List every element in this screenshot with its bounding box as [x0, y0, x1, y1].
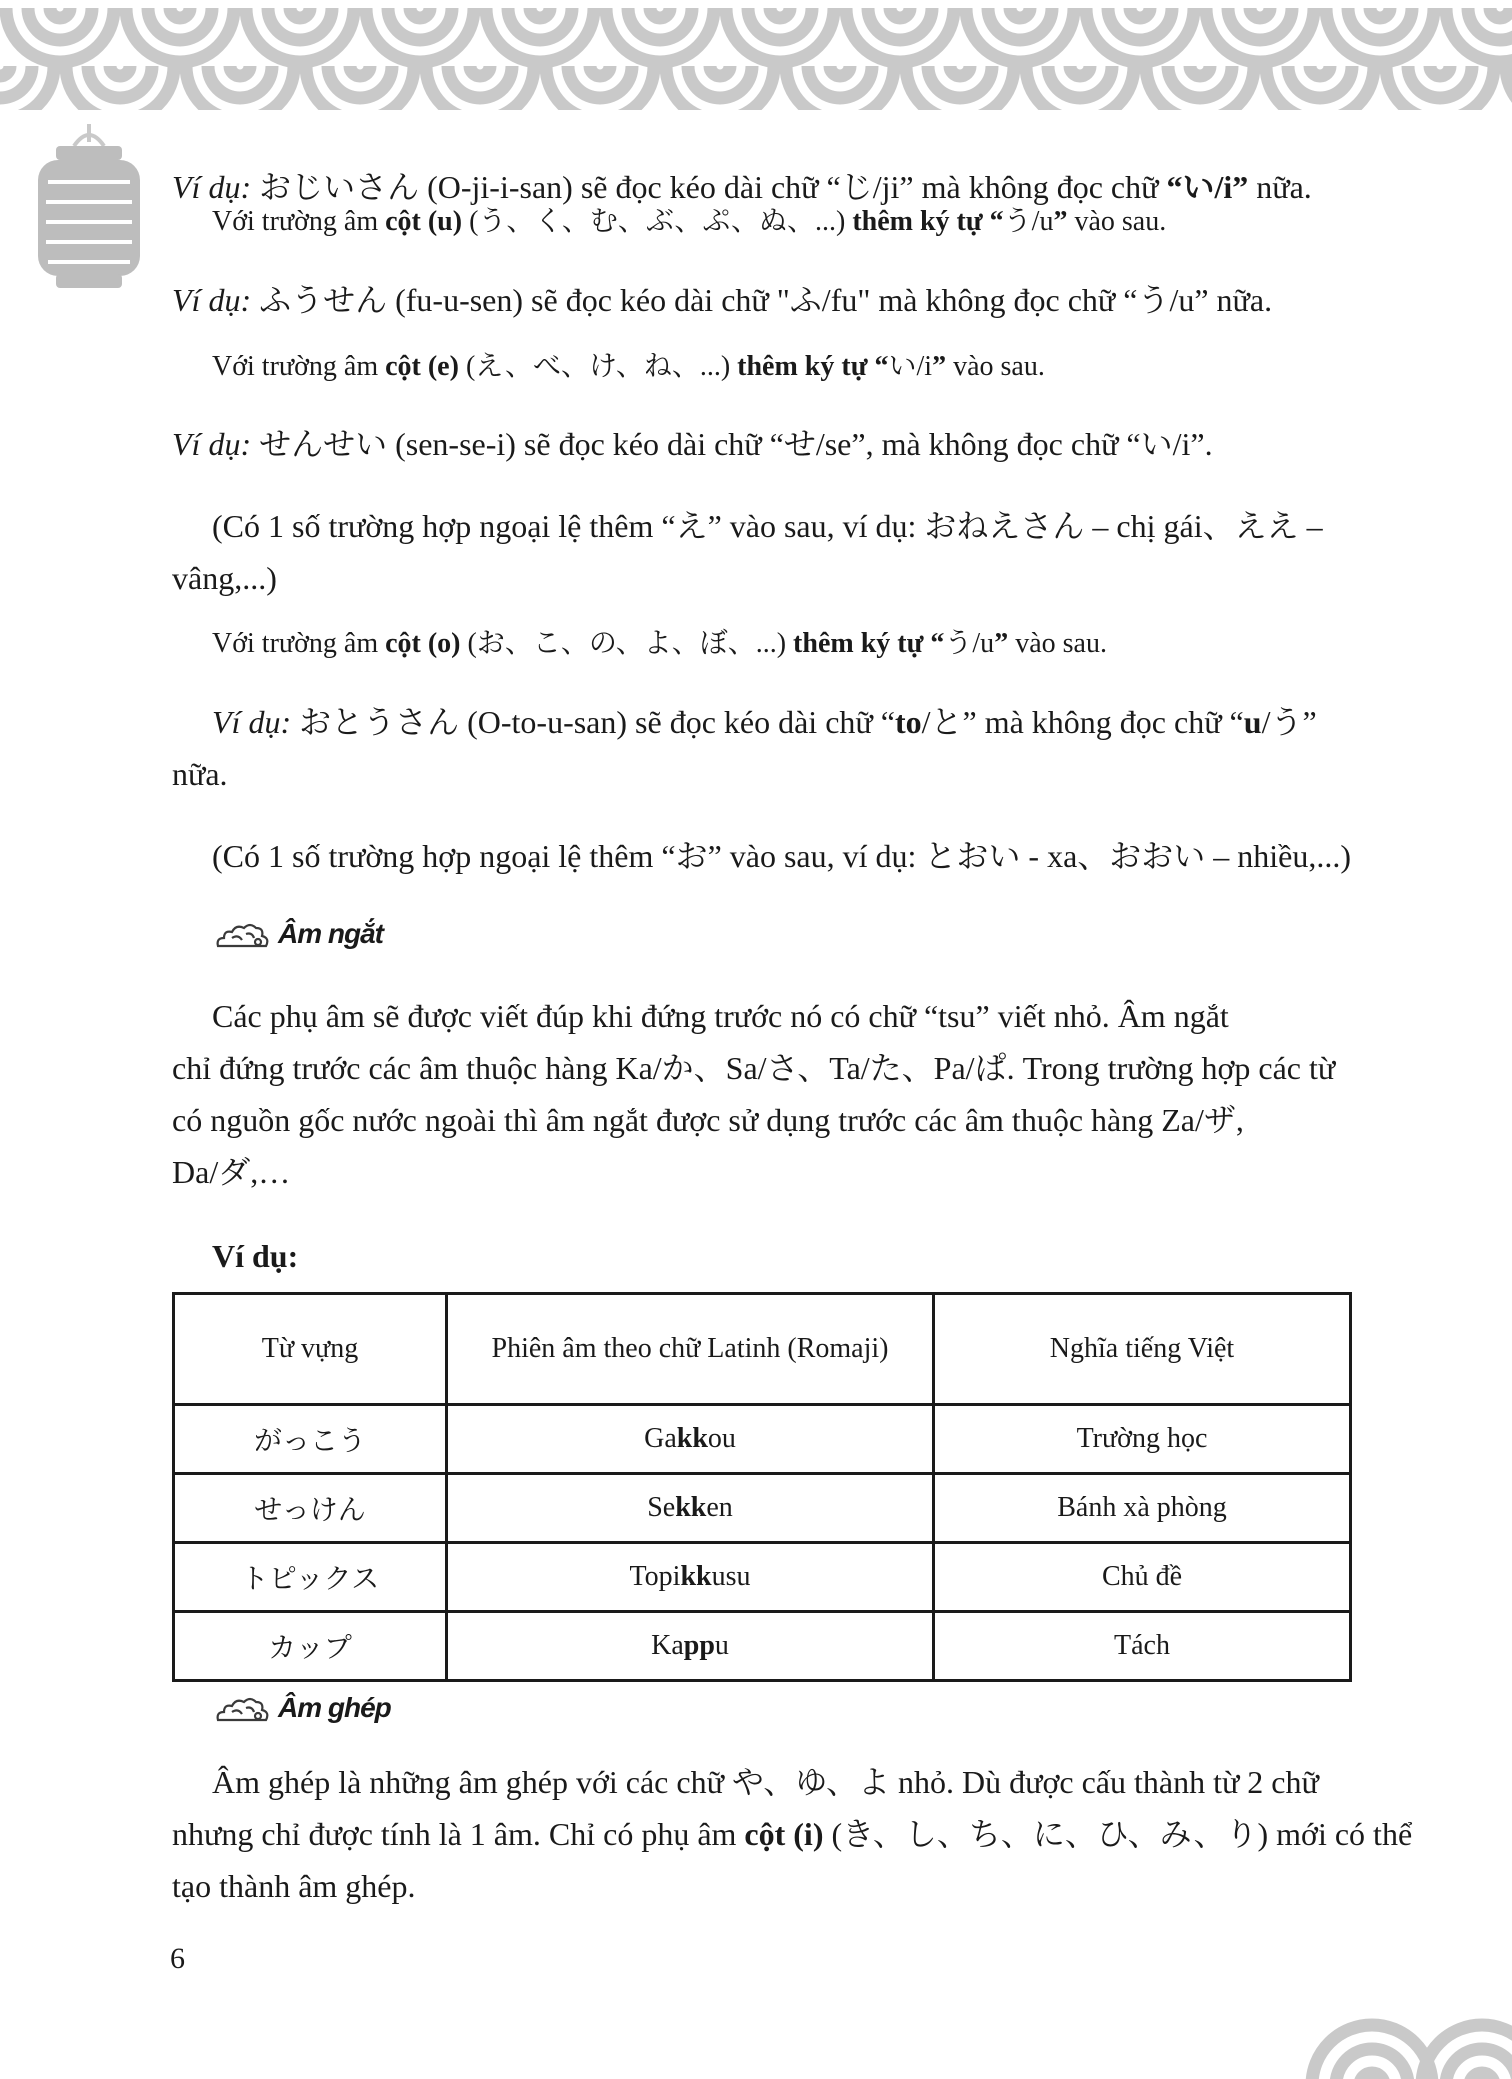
rule-quote: ”: [932, 351, 947, 382]
wave-arc: [50, 8, 70, 18]
romaji-part: Topi: [629, 1561, 681, 1592]
wave-arc: [530, 8, 550, 18]
table-row: [174, 1543, 1351, 1612]
cloud-icon: [214, 916, 272, 952]
romaji-double: kk: [676, 1423, 708, 1454]
table-header: Phiên âm theo chữ Latinh (Romaji): [447, 1294, 934, 1405]
table-row: [174, 1612, 1351, 1681]
exception-e-line1: (Có 1 số trường hợp ngoại lệ thêm “え” vào sau, ví dụ: おねえさん – chị gái、ええ –: [212, 508, 1323, 544]
table-cell-romaji: [447, 1405, 934, 1474]
wave-arc: [1190, 66, 1210, 76]
am-ngat-line1: Các phụ âm sẽ được viết đúp khi đứng trước nó có chữ “tsu” viết nhỏ. Âm ngắt: [212, 998, 1229, 1034]
am-ghep-text: (き、し、ち、に、ひ、み、り) mới có thể: [823, 1816, 1413, 1852]
example-otousan-line2: nữa.: [172, 756, 228, 792]
wave-arc: [1250, 8, 1270, 18]
rule-column-e: [212, 341, 1045, 393]
example-bold: u: [1243, 704, 1262, 740]
romaji-part: Ga: [644, 1423, 677, 1454]
am-ngat-line2: chỉ đứng trước các âm thuộc hàng Ka/か、Sa/さ、Ta/た、Pa/ぱ. Trong trường hợp các từ: [172, 1050, 1336, 1086]
romaji-double: kk: [680, 1561, 712, 1592]
table-cell-meaning: Tách: [934, 1612, 1351, 1681]
example-text: /う”: [1261, 704, 1317, 740]
example-table: [172, 1292, 1352, 1682]
wave-arc: [230, 66, 250, 76]
rule-column-o: [212, 618, 1107, 670]
wave-arc: [1490, 8, 1510, 18]
romaji-double: pp: [683, 1630, 715, 1661]
table-cell-word: せっけん: [174, 1474, 447, 1543]
wave-arc: [770, 8, 790, 18]
exception-e-line2: vâng,...): [172, 560, 277, 596]
rule-quote: ”: [1053, 206, 1068, 237]
table-row: [174, 1405, 1351, 1474]
example-label: Ví dụ:: [172, 169, 252, 205]
rule-column: cột (u): [385, 206, 463, 237]
wave-arc: [410, 8, 430, 18]
wave-arc: [110, 66, 130, 76]
wave-arc: [590, 66, 610, 76]
am-ngat-line4: Da/ダ,…: [172, 1154, 291, 1190]
example-text: /と” mà không đọc chữ “: [921, 704, 1244, 740]
rule-char: う/u: [1003, 206, 1054, 237]
wave-pattern-top: [0, 0, 1512, 110]
example-label: Ví dụ:: [212, 704, 292, 740]
am-ghep-bold: cột (i): [744, 1816, 824, 1852]
section-heading-am-ghep: [214, 1690, 391, 1726]
romaji-part: Ka: [651, 1630, 684, 1661]
rule-text: Với trường âm: [212, 628, 386, 659]
heading-text: Âm ghép: [278, 1692, 391, 1723]
am-ghep-line3: tạo thành âm ghép.: [172, 1868, 416, 1904]
romaji-part: ou: [707, 1423, 736, 1454]
wave-arc: [290, 8, 310, 18]
wave-arc: [1310, 66, 1330, 76]
example-otousan: [212, 696, 1317, 748]
am-ghep-text: nhưng chỉ được tính là 1 âm. Chỉ có phụ âm: [172, 1816, 745, 1852]
table-header-row: [174, 1294, 1351, 1405]
table-cell-meaning: Chủ đề: [934, 1543, 1351, 1612]
romaji-double: kk: [675, 1492, 707, 1523]
wave-arc: [710, 66, 730, 76]
rule-text: Với trường âm: [212, 206, 386, 237]
wave-arc: [950, 66, 970, 76]
wave-arc: [0, 66, 10, 76]
wave-arc: [470, 66, 490, 76]
wave-arc: [1430, 66, 1450, 76]
page-number: 6: [170, 1942, 185, 1975]
rule-column: cột (o): [385, 628, 461, 659]
table-header: Từ vựng: [174, 1294, 447, 1405]
romaji-part: usu: [711, 1561, 751, 1592]
table-cell-romaji: [447, 1474, 934, 1543]
exception-o: (Có 1 số trường hợp ngoại lệ thêm “お” vào sau, ví dụ: とおい - xa、おおい – nhiều,...): [212, 838, 1352, 874]
table-cell-meaning: Trường học: [934, 1405, 1351, 1474]
wave-arc: [890, 8, 910, 18]
example-text: ふうせん (fu-u-sen) sẽ đọc kéo dài chữ "ふ/fu" mà không đọc chữ “う/u” nữa.: [251, 282, 1273, 318]
example-bold: “い/i”: [1166, 169, 1249, 205]
am-ngat-line3: có nguồn gốc nước ngoài thì âm ngắt được sử dụng trước các âm thuộc hàng Za/ザ,: [172, 1102, 1244, 1138]
example-text: おじいさん (O-ji-i-san) sẽ đọc kéo dài chữ “じ/ji” mà không đọc chữ: [251, 169, 1167, 205]
example-sensei: [172, 418, 1213, 470]
rule-tail: vào sau.: [946, 351, 1045, 382]
wave-arc: [170, 8, 190, 18]
romaji-part: en: [706, 1492, 733, 1523]
table-cell-word: トピックス: [174, 1543, 447, 1612]
wave-arc: [830, 66, 850, 76]
wave-pattern-bottom: [1272, 1989, 1512, 2079]
rule-char: う/u: [944, 628, 995, 659]
table-header: Nghĩa tiếng Việt: [934, 1294, 1351, 1405]
wave-arc: [1070, 66, 1090, 76]
wave-arc: [650, 8, 670, 18]
table-cell-word: がっこう: [174, 1405, 447, 1474]
rule-tail: vào sau.: [1067, 206, 1167, 237]
table-cell-word: カップ: [174, 1612, 447, 1681]
example-bold: to: [894, 704, 922, 740]
rule-chars: (お、こ、の、よ、ぼ、...): [460, 628, 794, 659]
section-heading-am-ngat: [214, 916, 383, 952]
cloud-icon: [214, 1690, 272, 1726]
example-fuusen: [172, 274, 1272, 326]
rule-add: thêm ký tự “: [852, 206, 1004, 237]
rule-column: cột (e): [385, 351, 459, 382]
example-label-bold: Ví dụ:: [212, 1238, 299, 1274]
romaji-part: u: [714, 1630, 729, 1661]
lantern-icon: [36, 124, 142, 292]
table-cell-meaning: Bánh xà phòng: [934, 1474, 1351, 1543]
rule-add: thêm ký tự “: [793, 628, 945, 659]
wave-arc: [1506, 66, 1512, 110]
wave-arc: [1370, 8, 1390, 18]
example-label: Ví dụ:: [172, 426, 252, 462]
rule-add: thêm ký tự “: [737, 351, 889, 382]
rule-chars: (う、く、む、ぶ、ぷ、ぬ、...): [462, 206, 853, 237]
rule-char: い/i: [888, 351, 933, 382]
rule-column-u: [212, 196, 1166, 248]
romaji-part: Se: [647, 1492, 676, 1523]
example-label: Ví dụ:: [172, 282, 252, 318]
table-row: [174, 1474, 1351, 1543]
wave-arc: [1130, 8, 1150, 18]
table-cell-romaji: [447, 1612, 934, 1681]
heading-text: Âm ngắt: [278, 918, 383, 949]
wave-arc: [350, 66, 370, 76]
rule-chars: (え、べ、け、ね、...): [458, 351, 738, 382]
example-text: せんせい (sen-se-i) sẽ đọc kéo dài chữ “せ/se”, mà không đọc chữ “い/i”.: [251, 426, 1213, 462]
wave-arc: [1010, 8, 1030, 18]
table-cell-romaji: [447, 1543, 934, 1612]
example-text: おとうさん (O-to-u-san) sẽ đọc kéo dài chữ “: [291, 704, 895, 740]
rule-text: Với trường âm: [212, 351, 386, 382]
example-tail: nữa.: [1248, 169, 1312, 205]
am-ghep-line1: Âm ghép là những âm ghép với các chữ や、ゆ、よ nhỏ. Dù được cấu thành từ 2 chữ: [212, 1764, 1319, 1800]
am-ghep-line2: [172, 1808, 1412, 1860]
rule-tail: vào sau.: [1008, 628, 1107, 659]
rule-quote: ”: [994, 628, 1009, 659]
